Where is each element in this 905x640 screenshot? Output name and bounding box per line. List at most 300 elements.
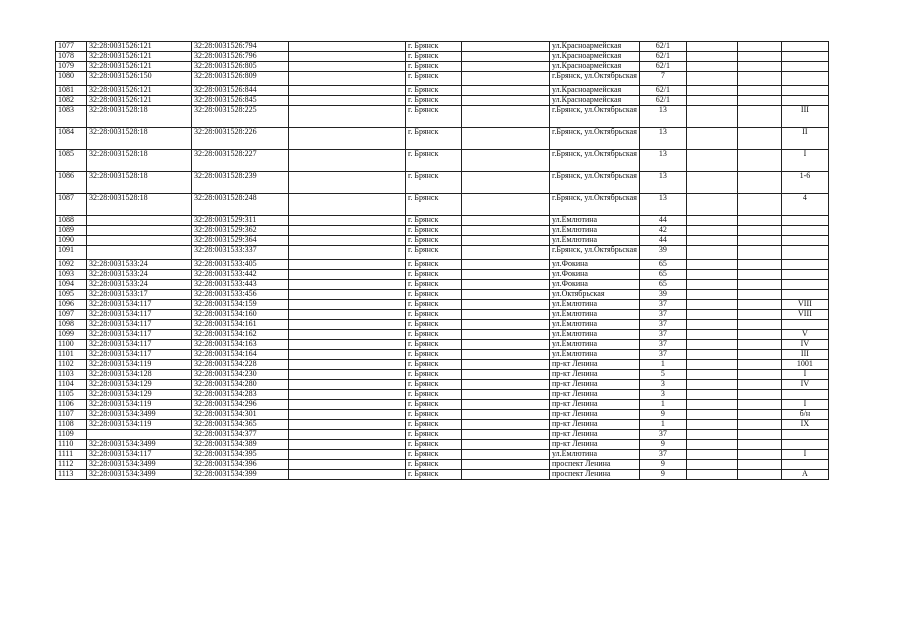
cell-empty <box>686 430 737 440</box>
cell-house: 65 <box>639 260 686 270</box>
cell-empty <box>737 340 781 350</box>
cell-liter: 4 <box>781 194 828 216</box>
cell-empty <box>737 410 781 420</box>
cell-empty <box>686 236 737 246</box>
cell-empty <box>737 440 781 450</box>
cell-cadastral-number: 32:28:0031534:230 <box>192 370 289 380</box>
cell-empty <box>289 300 406 310</box>
cell-liter: I <box>781 450 828 460</box>
cell-liter <box>781 52 828 62</box>
cell-empty <box>737 430 781 440</box>
cell-cadastral-number: 32:28:0031529:362 <box>192 226 289 236</box>
cell-street: пр-кт Ленина <box>550 380 640 390</box>
cell-street: ул.Фокина <box>550 260 640 270</box>
cell-street: ул.Емлютина <box>550 320 640 330</box>
cell-house: 62/1 <box>639 96 686 106</box>
cell-cadastral-parent <box>87 216 192 226</box>
cell-house: 1 <box>639 420 686 430</box>
cell-liter <box>781 62 828 72</box>
cell-house: 5 <box>639 370 686 380</box>
cell-empty <box>462 52 550 62</box>
cell-empty <box>686 360 737 370</box>
cell-cadastral-parent: 32:28:0031534:3499 <box>87 470 192 480</box>
cell-cadastral-number: 32:28:0031534:365 <box>192 420 289 430</box>
cell-house: 44 <box>639 216 686 226</box>
cell-street: пр-кт Ленина <box>550 360 640 370</box>
cell-empty <box>686 86 737 96</box>
table-row <box>56 370 829 380</box>
cell-city: г. Брянск <box>406 440 462 450</box>
cell-empty <box>737 290 781 300</box>
cell-liter: VIII <box>781 310 828 320</box>
cell-empty <box>289 260 406 270</box>
cell-number: 1106 <box>56 400 87 410</box>
cell-number: 1092 <box>56 260 87 270</box>
cell-empty <box>737 172 781 194</box>
cell-liter: I <box>781 150 828 172</box>
cell-cadastral-number: 32:28:0031533:443 <box>192 280 289 290</box>
cell-number: 1097 <box>56 310 87 320</box>
cell-house: 1 <box>639 360 686 370</box>
cell-number: 1102 <box>56 360 87 370</box>
registry-table <box>55 41 829 480</box>
cell-number: 1108 <box>56 420 87 430</box>
cell-empty <box>289 390 406 400</box>
cell-house: 13 <box>639 172 686 194</box>
cell-number: 1095 <box>56 290 87 300</box>
cell-liter <box>781 280 828 290</box>
cell-city: г. Брянск <box>406 42 462 52</box>
cell-empty <box>289 96 406 106</box>
cell-cadastral-number: 32:28:0031528:226 <box>192 128 289 150</box>
cell-empty <box>462 106 550 128</box>
cell-empty <box>462 440 550 450</box>
cell-cadastral-parent: 32:28:0031526:121 <box>87 52 192 62</box>
cell-empty <box>686 460 737 470</box>
cell-empty <box>686 390 737 400</box>
cell-empty <box>686 340 737 350</box>
cell-liter: IV <box>781 380 828 390</box>
cell-empty <box>686 270 737 280</box>
cell-liter <box>781 216 828 226</box>
cell-city: г. Брянск <box>406 380 462 390</box>
cell-cadastral-number: 32:28:0031534:296 <box>192 400 289 410</box>
cell-liter <box>781 260 828 270</box>
cell-city: г. Брянск <box>406 128 462 150</box>
cell-liter <box>781 290 828 300</box>
cell-empty <box>289 420 406 430</box>
table-row <box>56 400 829 410</box>
cell-cadastral-parent <box>87 246 192 260</box>
cell-cadastral-parent: 32:28:0031526:121 <box>87 42 192 52</box>
table-row <box>56 330 829 340</box>
cell-street: ул.Фокина <box>550 280 640 290</box>
cell-street: г.Брянск, ул.Октябрьская <box>550 172 640 194</box>
cell-number: 1086 <box>56 172 87 194</box>
cell-empty <box>686 194 737 216</box>
cell-liter: 1-6 <box>781 172 828 194</box>
cell-street: ул.Красноармейская <box>550 52 640 62</box>
cell-empty <box>289 470 406 480</box>
cell-empty <box>289 360 406 370</box>
cell-city: г. Брянск <box>406 310 462 320</box>
cell-empty <box>462 450 550 460</box>
cell-cadastral-parent: 32:28:0031534:3499 <box>87 460 192 470</box>
cell-liter <box>781 430 828 440</box>
cell-city: г. Брянск <box>406 420 462 430</box>
table-row <box>56 460 829 470</box>
cell-cadastral-number: 32:28:0031534:228 <box>192 360 289 370</box>
cell-cadastral-parent: 32:28:0031528:18 <box>87 106 192 128</box>
cell-house: 9 <box>639 410 686 420</box>
cell-street: г.Брянск, ул.Октябрьская <box>550 246 640 260</box>
cell-empty <box>737 470 781 480</box>
cell-cadastral-parent: 32:28:0031526:121 <box>87 96 192 106</box>
cell-empty <box>462 350 550 360</box>
cell-number: 1091 <box>56 246 87 260</box>
cell-number: 1109 <box>56 430 87 440</box>
table-row <box>56 270 829 280</box>
cell-number: 1100 <box>56 340 87 350</box>
table-row <box>56 360 829 370</box>
cell-number: 1103 <box>56 370 87 380</box>
cell-empty <box>462 86 550 96</box>
cell-empty <box>686 440 737 450</box>
cell-empty <box>289 350 406 360</box>
cell-number: 1094 <box>56 280 87 290</box>
cell-empty <box>686 300 737 310</box>
cell-empty <box>462 340 550 350</box>
cell-street: ул.Октябрьская <box>550 290 640 300</box>
cell-house: 39 <box>639 290 686 300</box>
cell-empty <box>289 86 406 96</box>
cell-number: 1078 <box>56 52 87 62</box>
table-row <box>56 216 829 226</box>
cell-house: 13 <box>639 194 686 216</box>
cell-empty <box>686 370 737 380</box>
cell-number: 1090 <box>56 236 87 246</box>
cell-empty <box>462 194 550 216</box>
cell-number: 1077 <box>56 42 87 52</box>
table-row <box>56 86 829 96</box>
cell-liter: III <box>781 106 828 128</box>
cell-cadastral-number: 32:28:0031526:844 <box>192 86 289 96</box>
table-row <box>56 410 829 420</box>
table-row <box>56 350 829 360</box>
cell-empty <box>462 280 550 290</box>
cell-empty <box>462 42 550 52</box>
cell-empty <box>686 420 737 430</box>
cell-cadastral-parent: 32:28:0031534:128 <box>87 370 192 380</box>
cell-empty <box>462 216 550 226</box>
cell-empty <box>462 320 550 330</box>
cell-street: г.Брянск, ул.Октябрьская <box>550 106 640 128</box>
cell-street: пр-кт Ленина <box>550 420 640 430</box>
cell-liter: А <box>781 470 828 480</box>
cell-cadastral-number: 32:28:0031534:399 <box>192 470 289 480</box>
cell-empty <box>737 150 781 172</box>
table-row <box>56 340 829 350</box>
table-row <box>56 300 829 310</box>
cell-street: ул.Фокина <box>550 270 640 280</box>
table-row <box>56 420 829 430</box>
cell-city: г. Брянск <box>406 430 462 440</box>
cell-house: 62/1 <box>639 52 686 62</box>
cell-empty <box>737 42 781 52</box>
cell-cadastral-parent: 32:28:0031534:117 <box>87 340 192 350</box>
cell-liter: б/н <box>781 410 828 420</box>
cell-cadastral-number: 32:28:0031534:301 <box>192 410 289 420</box>
cell-cadastral-number: 32:28:0031526:796 <box>192 52 289 62</box>
cell-number: 1085 <box>56 150 87 172</box>
cell-number: 1081 <box>56 86 87 96</box>
cell-cadastral-number: 32:28:0031534:162 <box>192 330 289 340</box>
cell-empty <box>289 52 406 62</box>
cell-empty <box>737 86 781 96</box>
cell-house: 62/1 <box>639 62 686 72</box>
cell-street: г.Брянск, ул.Октябрьская <box>550 72 640 86</box>
cell-empty <box>686 72 737 86</box>
cell-liter <box>781 86 828 96</box>
table-row <box>56 72 829 86</box>
cell-house: 65 <box>639 280 686 290</box>
cell-cadastral-number: 32:28:0031534:396 <box>192 460 289 470</box>
cell-liter <box>781 96 828 106</box>
cell-empty <box>289 42 406 52</box>
cell-liter: III <box>781 350 828 360</box>
cell-cadastral-number: 32:28:0031534:389 <box>192 440 289 450</box>
cell-city: г. Брянск <box>406 96 462 106</box>
cell-empty <box>462 270 550 280</box>
cell-house: 13 <box>639 106 686 128</box>
cell-empty <box>289 400 406 410</box>
cell-empty <box>462 410 550 420</box>
cell-empty <box>737 52 781 62</box>
cell-empty <box>686 380 737 390</box>
cell-empty <box>686 350 737 360</box>
cell-empty <box>462 420 550 430</box>
table-row <box>56 290 829 300</box>
cell-number: 1088 <box>56 216 87 226</box>
table-row <box>56 260 829 270</box>
cell-empty <box>289 226 406 236</box>
cell-liter: VIII <box>781 300 828 310</box>
cell-liter <box>781 390 828 400</box>
cell-cadastral-parent: 32:28:0031534:3499 <box>87 440 192 450</box>
cell-empty <box>289 62 406 72</box>
table-row <box>56 96 829 106</box>
cell-cadastral-number: 32:28:0031534:283 <box>192 390 289 400</box>
cell-empty <box>462 370 550 380</box>
cell-empty <box>737 380 781 390</box>
cell-city: г. Брянск <box>406 290 462 300</box>
cell-street: пр-кт Ленина <box>550 440 640 450</box>
cell-empty <box>462 400 550 410</box>
cell-liter <box>781 270 828 280</box>
cell-number: 1093 <box>56 270 87 280</box>
cell-cadastral-number: 32:28:0031529:364 <box>192 236 289 246</box>
cell-empty <box>686 226 737 236</box>
cell-liter <box>781 72 828 86</box>
cell-city: г. Брянск <box>406 260 462 270</box>
cell-empty <box>737 270 781 280</box>
cell-city: г. Брянск <box>406 470 462 480</box>
cell-liter: IX <box>781 420 828 430</box>
cell-house: 37 <box>639 320 686 330</box>
cell-cadastral-number: 32:28:0031526:845 <box>192 96 289 106</box>
cell-city: г. Брянск <box>406 360 462 370</box>
cell-street: г.Брянск, ул.Октябрьская <box>550 150 640 172</box>
cell-number: 1107 <box>56 410 87 420</box>
cell-cadastral-number: 32:28:0031534:395 <box>192 450 289 460</box>
cell-empty <box>686 320 737 330</box>
cell-city: г. Брянск <box>406 390 462 400</box>
cell-empty <box>289 410 406 420</box>
cell-liter <box>781 460 828 470</box>
cell-liter <box>781 440 828 450</box>
cell-cadastral-number: 32:28:0031528:227 <box>192 150 289 172</box>
cell-house: 9 <box>639 470 686 480</box>
cell-empty <box>462 380 550 390</box>
cell-number: 1087 <box>56 194 87 216</box>
table-row <box>56 380 829 390</box>
cell-empty <box>289 280 406 290</box>
cell-empty <box>289 460 406 470</box>
cell-empty <box>737 106 781 128</box>
cell-city: г. Брянск <box>406 86 462 96</box>
cell-empty <box>462 460 550 470</box>
cell-empty <box>686 260 737 270</box>
cell-empty <box>289 380 406 390</box>
cell-cadastral-number: 32:28:0031533:442 <box>192 270 289 280</box>
cell-empty <box>686 96 737 106</box>
table-row <box>56 310 829 320</box>
cell-city: г. Брянск <box>406 340 462 350</box>
cell-liter: I <box>781 400 828 410</box>
table-row <box>56 470 829 480</box>
table-row <box>56 172 829 194</box>
cell-empty <box>462 150 550 172</box>
cell-empty <box>289 340 406 350</box>
cell-empty <box>289 236 406 246</box>
cell-empty <box>686 470 737 480</box>
cell-empty <box>289 216 406 226</box>
cell-house: 3 <box>639 380 686 390</box>
cell-house: 1 <box>639 400 686 410</box>
cell-house: 62/1 <box>639 86 686 96</box>
cell-cadastral-number: 32:28:0031528:248 <box>192 194 289 216</box>
cell-cadastral-parent: 32:28:0031534:117 <box>87 330 192 340</box>
cell-empty <box>737 226 781 236</box>
cell-empty <box>737 194 781 216</box>
cell-liter: I <box>781 370 828 380</box>
cell-cadastral-parent: 32:28:0031533:24 <box>87 280 192 290</box>
registry-body <box>56 42 829 480</box>
cell-cadastral-parent: 32:28:0031534:117 <box>87 350 192 360</box>
cell-cadastral-number: 32:28:0031526:809 <box>192 72 289 86</box>
cell-liter: 1001 <box>781 360 828 370</box>
cell-cadastral-parent: 32:28:0031534:117 <box>87 450 192 460</box>
cell-cadastral-parent: 32:28:0031526:121 <box>87 62 192 72</box>
cell-cadastral-number: 32:28:0031533:337 <box>192 246 289 260</box>
cell-house: 37 <box>639 350 686 360</box>
cell-cadastral-number: 32:28:0031533:456 <box>192 290 289 300</box>
cell-street: ул.Емлютина <box>550 300 640 310</box>
cell-street: ул.Емлютина <box>550 350 640 360</box>
cell-street: пр-кт Ленина <box>550 410 640 420</box>
cell-city: г. Брянск <box>406 280 462 290</box>
cell-empty <box>289 150 406 172</box>
cell-city: г. Брянск <box>406 150 462 172</box>
cell-house: 13 <box>639 128 686 150</box>
cell-cadastral-parent <box>87 430 192 440</box>
cell-empty <box>737 246 781 260</box>
cell-house: 39 <box>639 246 686 260</box>
cell-street: пр-кт Ленина <box>550 400 640 410</box>
cell-empty <box>462 390 550 400</box>
cell-number: 1083 <box>56 106 87 128</box>
cell-empty <box>289 310 406 320</box>
cell-cadastral-parent: 32:28:0031534:119 <box>87 360 192 370</box>
cell-empty <box>289 440 406 450</box>
cell-empty <box>737 370 781 380</box>
cell-empty <box>737 320 781 330</box>
cell-number: 1112 <box>56 460 87 470</box>
cell-cadastral-parent: 32:28:0031534:117 <box>87 300 192 310</box>
cell-street: пр-кт Ленина <box>550 370 640 380</box>
cell-city: г. Брянск <box>406 62 462 72</box>
table-row <box>56 42 829 52</box>
cell-street: ул.Красноармейская <box>550 42 640 52</box>
table-row <box>56 62 829 72</box>
cell-liter <box>781 42 828 52</box>
cell-empty <box>289 370 406 380</box>
cell-empty <box>686 106 737 128</box>
cell-empty <box>462 246 550 260</box>
cell-house: 13 <box>639 150 686 172</box>
cell-street: ул.Емлютина <box>550 340 640 350</box>
cell-house: 7 <box>639 72 686 86</box>
cell-cadastral-number: 32:28:0031534:164 <box>192 350 289 360</box>
cell-empty <box>686 310 737 320</box>
cell-cadastral-number: 32:28:0031534:377 <box>192 430 289 440</box>
cell-cadastral-parent: 32:28:0031534:119 <box>87 420 192 430</box>
cell-house: 37 <box>639 330 686 340</box>
cell-cadastral-parent <box>87 226 192 236</box>
cell-empty <box>686 52 737 62</box>
cell-number: 1089 <box>56 226 87 236</box>
cell-number: 1110 <box>56 440 87 450</box>
cell-empty <box>737 450 781 460</box>
cell-empty <box>462 360 550 370</box>
cell-empty <box>686 410 737 420</box>
cell-empty <box>462 310 550 320</box>
cell-empty <box>462 96 550 106</box>
cell-house: 44 <box>639 236 686 246</box>
table-row <box>56 320 829 330</box>
table-row <box>56 390 829 400</box>
cell-cadastral-parent: 32:28:0031528:18 <box>87 128 192 150</box>
cell-cadastral-parent: 32:28:0031534:117 <box>87 310 192 320</box>
cell-street: ул.Красноармейская <box>550 62 640 72</box>
cell-city: г. Брянск <box>406 246 462 260</box>
cell-empty <box>737 390 781 400</box>
table-row <box>56 280 829 290</box>
cell-city: г. Брянск <box>406 72 462 86</box>
cell-street: ул.Красноармейская <box>550 96 640 106</box>
cell-cadastral-number: 32:28:0031534:280 <box>192 380 289 390</box>
cell-city: г. Брянск <box>406 106 462 128</box>
